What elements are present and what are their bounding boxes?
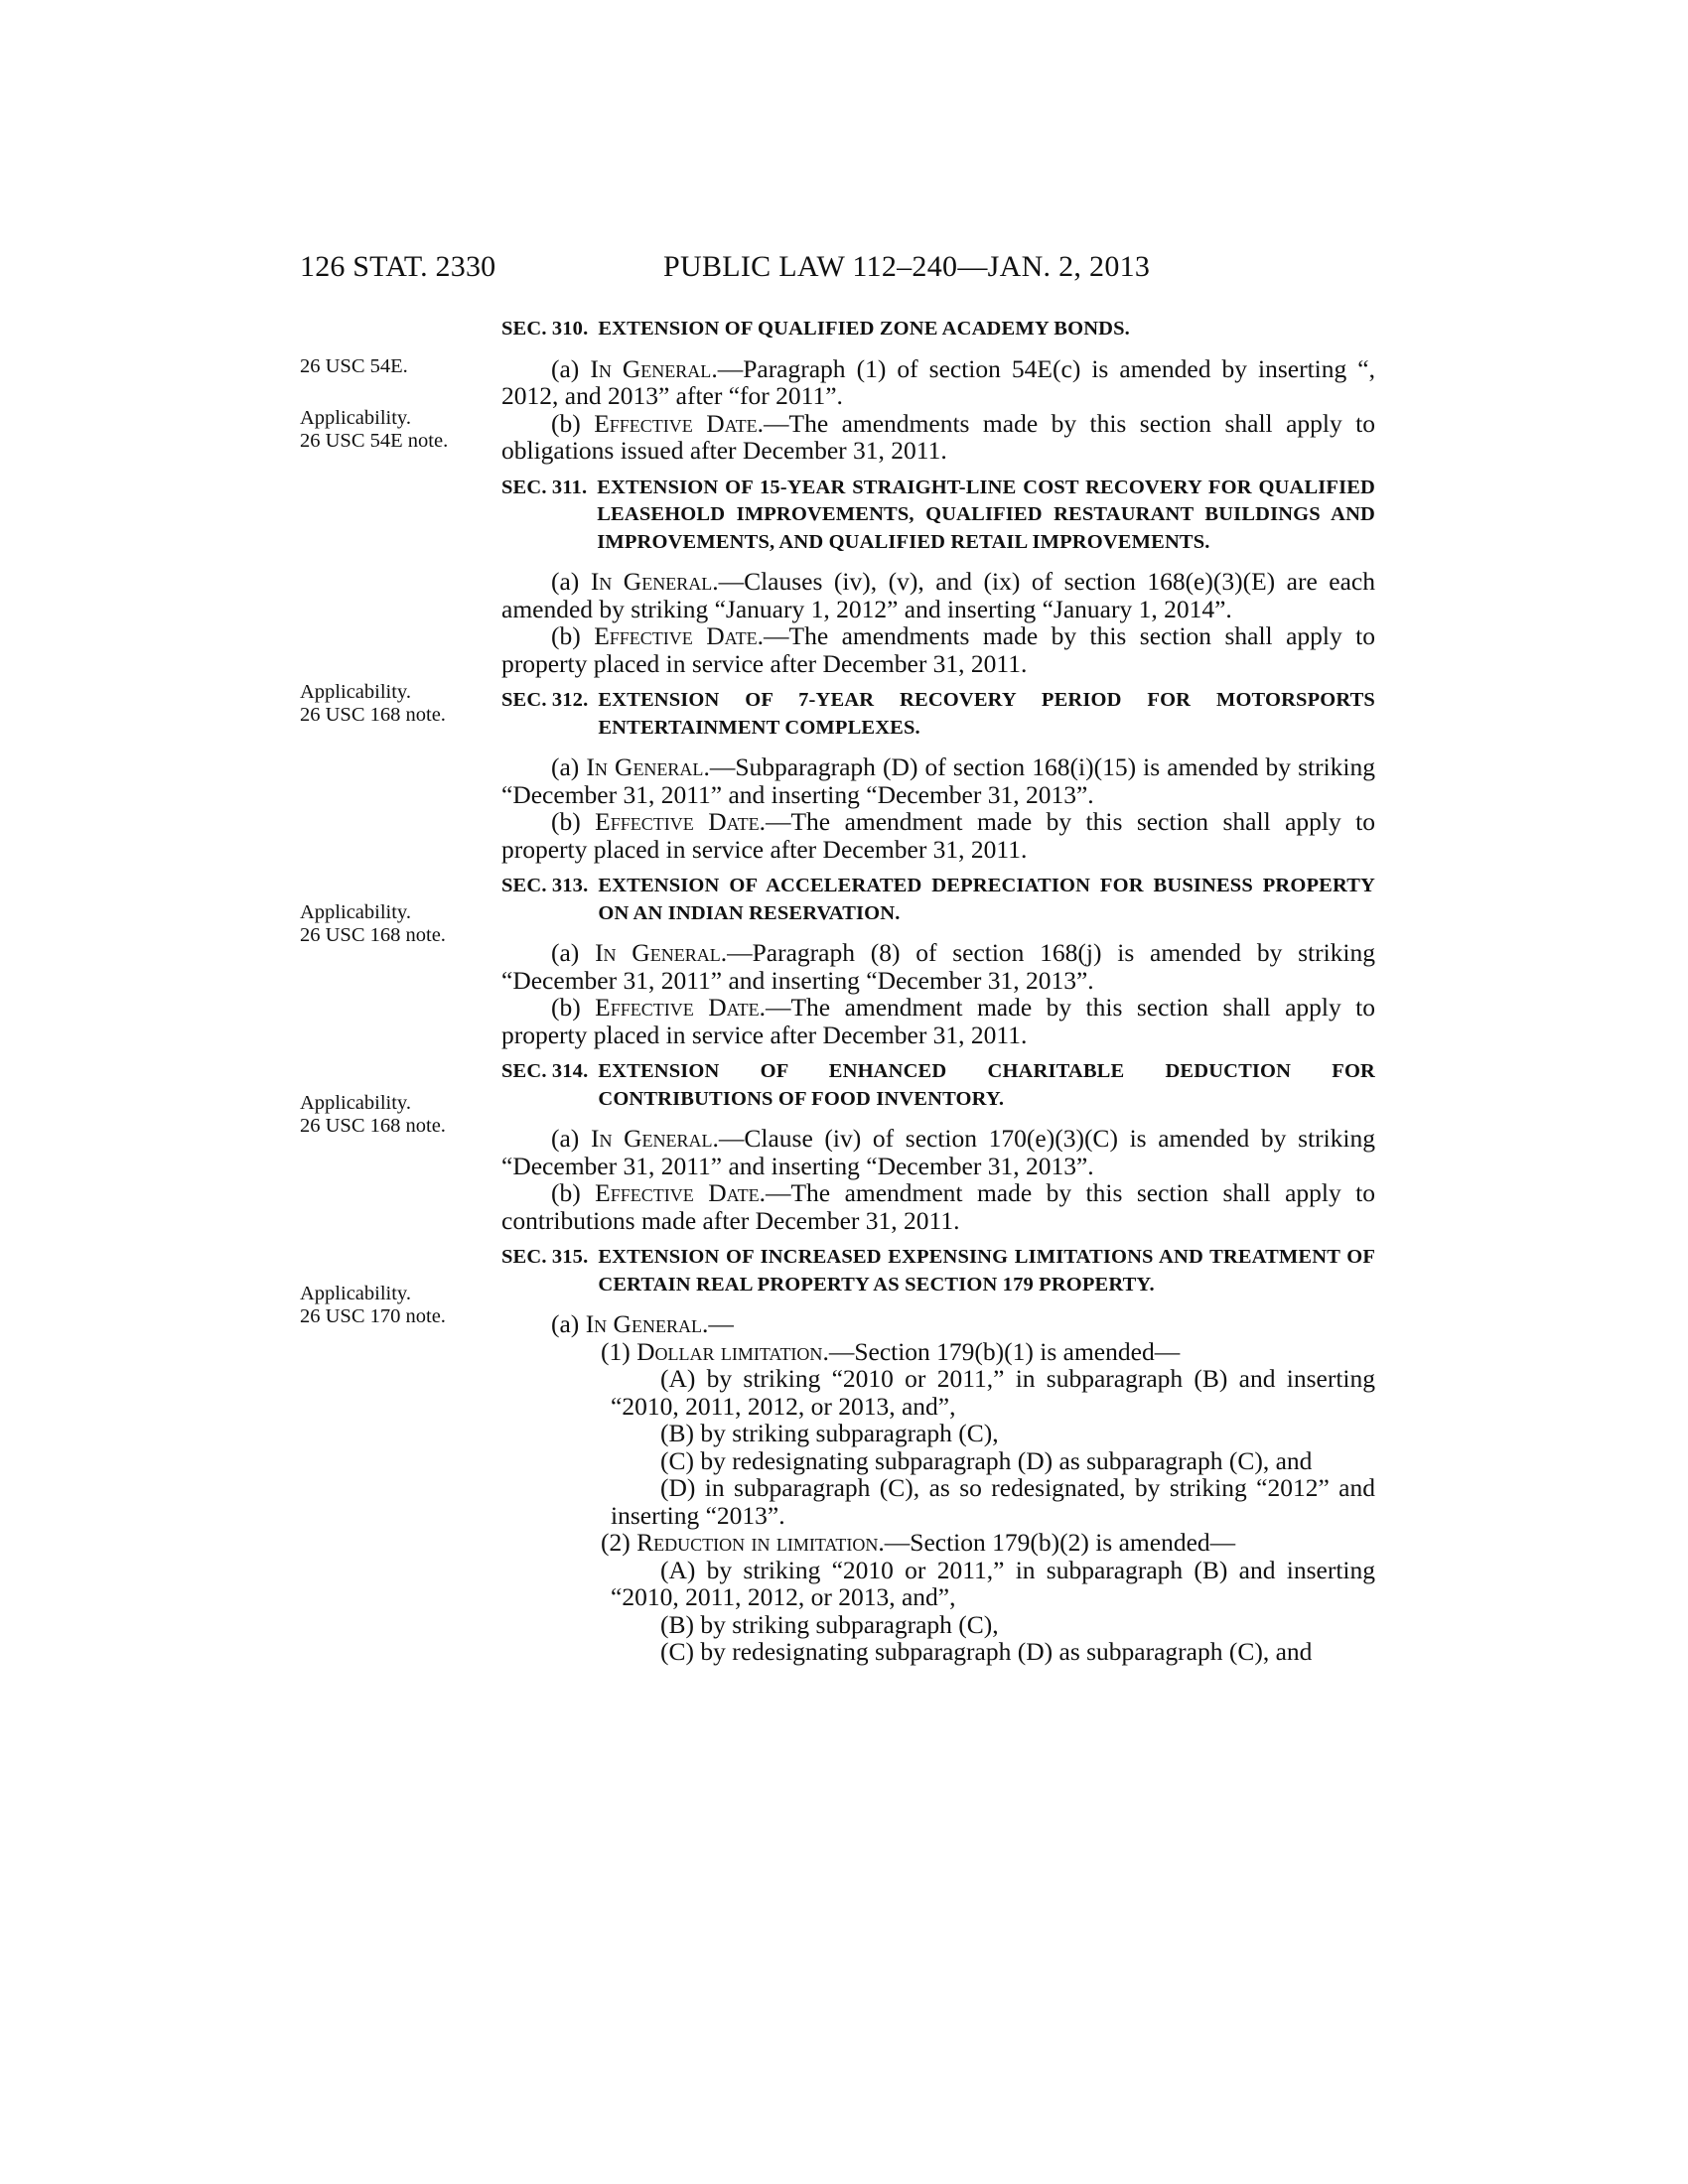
subsection-label: (b) [551,993,596,1022]
running-header-title: PUBLIC LAW 112–240—JAN. 2, 2013 [663,250,1151,283]
subparagraph: (C) by redesignating subparagraph (D) as subparagraph (C), and [660,1445,1313,1475]
paragraph-1 [501,1338,1375,1366]
section-title: EXTENSION OF QUALIFIED ZONE ACADEMY BONDS. [598,318,1130,340]
section-heading [501,873,1375,927]
margin-note-line2: 26 USC 168 note. [300,1115,446,1137]
paragraph-label: (1) [601,1336,637,1366]
subsection-a [501,939,1375,994]
margin-note-line2: 26 USC 168 note. [300,704,446,726]
subsection-label: (b) [551,1178,596,1207]
section-number: SEC. 312. [501,689,589,711]
subsection-text: .—Paragraph (8) of section 168(j) is amended by striking “December 31, 2011” and inserting “December 31, 2013”. [501,938,1375,995]
margin-note-line1: Applicability. [300,681,411,703]
subsection-heading: In General [585,1309,702,1338]
subsection-label: (a) [551,938,596,967]
subsection-label: (a) [551,752,587,781]
section-heading [501,316,1375,343]
subparagraph: (B) by striking subparagraph (C), [660,1419,999,1447]
paragraph-text: .—Section 179(b)(2) is amended— [878,1528,1236,1557]
section-title: EXTENSION OF INCREASED EXPENSING LIMITATIONS AND TREATMENT OF CERTAIN REAL PROPERTY AS SECTION 179 PROPERTY. [598,1246,1375,1296]
section-number: SEC. 311. [501,476,588,498]
subsection-heading: Effective Date [595,807,760,836]
subsection-heading: Effective Date [595,993,760,1022]
paragraph-heading: Dollar limitation [636,1336,823,1366]
subsection-text: .—Subparagraph (D) of section 168(i)(15) is amended by striking “December 31, 2011” and inserting “December 31, 2013”. [501,752,1375,809]
subsection-heading: Effective Date [595,1178,760,1207]
margin-note-line2: 26 USC 170 note. [300,1305,446,1327]
subsection-text: .—Clauses (iv), (v), and (ix) of section 168(e)(3)(E) are each amended by striking “January 1, 2012” and inserting “January 1, 2014”. [501,567,1375,623]
paragraph-label: (2) [601,1528,637,1557]
margin-note [300,901,446,947]
subsection-text: .—Clause (iv) of section 170(e)(3)(C) is amended by striking “December 31, 2011” and inserting “December 31, 2013”. [501,1124,1375,1180]
subsection-b [501,622,1375,677]
section-heading [501,687,1375,742]
subsection-heading: In General [586,752,704,781]
subsection-text: .— [701,1309,734,1338]
subparagraph: (D) in subparagraph (C), as so redesignated, by striking “2012” and inserting “2013”. [611,1473,1375,1530]
subparagraph: (B) by striking subparagraph (C), [660,1609,999,1639]
section-number: SEC. 310. [501,318,589,340]
margin-note [300,407,448,453]
subsection-text: .—Paragraph (1) of section 54E(c) is amended by inserting “, 2012, and 2013” after “for 2011”. [501,353,1376,410]
paragraph-text: .—Section 179(b)(1) is amended— [822,1336,1181,1366]
subsection-text: .—The amendment made by this section shall apply to property placed in service after December 31, 2011. [501,993,1376,1049]
margin-note [300,1283,446,1328]
margin-note-line2: 26 USC 168 note. [300,924,446,946]
subsection-heading: Effective Date [594,621,758,650]
subsection-label: (a) [551,1124,591,1153]
margin-note [300,355,408,378]
subsection-text: .—The amendments made by this section shall apply to obligations issued after December 31, 2011. [501,408,1376,465]
paragraph-2 [501,1529,1375,1557]
subparagraph: (C) by redesignating subparagraph (D) as subparagraph (C), and [660,1637,1313,1666]
margin-note-line1: Applicability. [300,407,411,429]
subsection-a [501,568,1375,622]
subsection-b [501,808,1375,863]
document-body [501,316,1375,1666]
page-stat-number: 126 STAT. 2330 [300,250,496,283]
subsection-label: (b) [551,807,596,836]
section-title: EXTENSION OF ACCELERATED DEPRECIATION FOR BUSINESS PROPERTY ON AN INDIAN RESERVATION. [598,875,1375,924]
subsection-heading: In General [595,938,721,967]
subparagraph: (A) by striking “2010 or 2011,” in subparagraph (B) and inserting “2010, 2011, 2012, or 2013, and”, [611,1364,1375,1421]
margin-note-line1: Applicability. [300,1092,411,1114]
subsection-label: (a) [551,567,591,596]
section-number: SEC. 313. [501,875,589,896]
section-title: EXTENSION OF 7-YEAR RECOVERY PERIOD FOR MOTORSPORTS ENTERTAINMENT COMPLEXES. [598,689,1375,739]
section-number: SEC. 315. [501,1246,589,1268]
subsection-label: (b) [551,408,595,438]
subparagraph: (A) by striking “2010 or 2011,” in subparagraph (B) and inserting “2010, 2011, 2012, or 2013, and”, [611,1555,1375,1611]
section-heading [501,1058,1375,1113]
section-heading [501,1244,1375,1298]
subsection-heading: In General [590,353,712,383]
margin-note [300,1092,446,1138]
subsection-heading: Effective Date [594,408,758,438]
paragraph-heading: Reduction in limitation [636,1528,879,1557]
subsection-heading: In General [590,1124,713,1153]
subsection-a [501,753,1375,808]
section-heading [501,475,1375,557]
subsection-label: (a) [551,353,591,383]
subsection-text: .—The amendment made by this section shall apply to property placed in service after December 31, 2011. [501,807,1376,864]
subsection-text: .—The amendments made by this section shall apply to property placed in service after December 31, 2011. [501,621,1376,678]
section-number: SEC. 314. [501,1060,589,1082]
subsection-label: (a) [551,1309,586,1338]
subsection-a [501,355,1375,410]
subsection-text: .—The amendment made by this section shall apply to contributions made after December 31, 2011. [501,1178,1376,1235]
subsection-label: (b) [551,621,595,650]
subsection-b [501,994,1375,1048]
subsection-a [501,1125,1375,1179]
margin-note-line1: Applicability. [300,1283,411,1304]
margin-note [300,681,446,727]
section-title: EXTENSION OF ENHANCED CHARITABLE DEDUCTION FOR CONTRIBUTIONS OF FOOD INVENTORY. [598,1060,1375,1110]
subsection-a [501,1310,1375,1338]
subsection-b [501,410,1375,465]
margin-note-line1: 26 USC 54E. [300,355,408,377]
subsection-heading: In General [590,567,713,596]
section-title: EXTENSION OF 15-YEAR STRAIGHT-LINE COST RECOVERY FOR QUALIFIED LEASEHOLD IMPROVEMENTS, QUALIFIED RESTAURANT BUILDINGS AND IMPROVEMENTS, AND QUALIFIED RETAIL IMPROVEMENTS. [597,476,1375,553]
margin-note-line1: Applicability. [300,901,411,923]
subsection-b [501,1179,1375,1234]
margin-note-line2: 26 USC 54E note. [300,430,449,452]
